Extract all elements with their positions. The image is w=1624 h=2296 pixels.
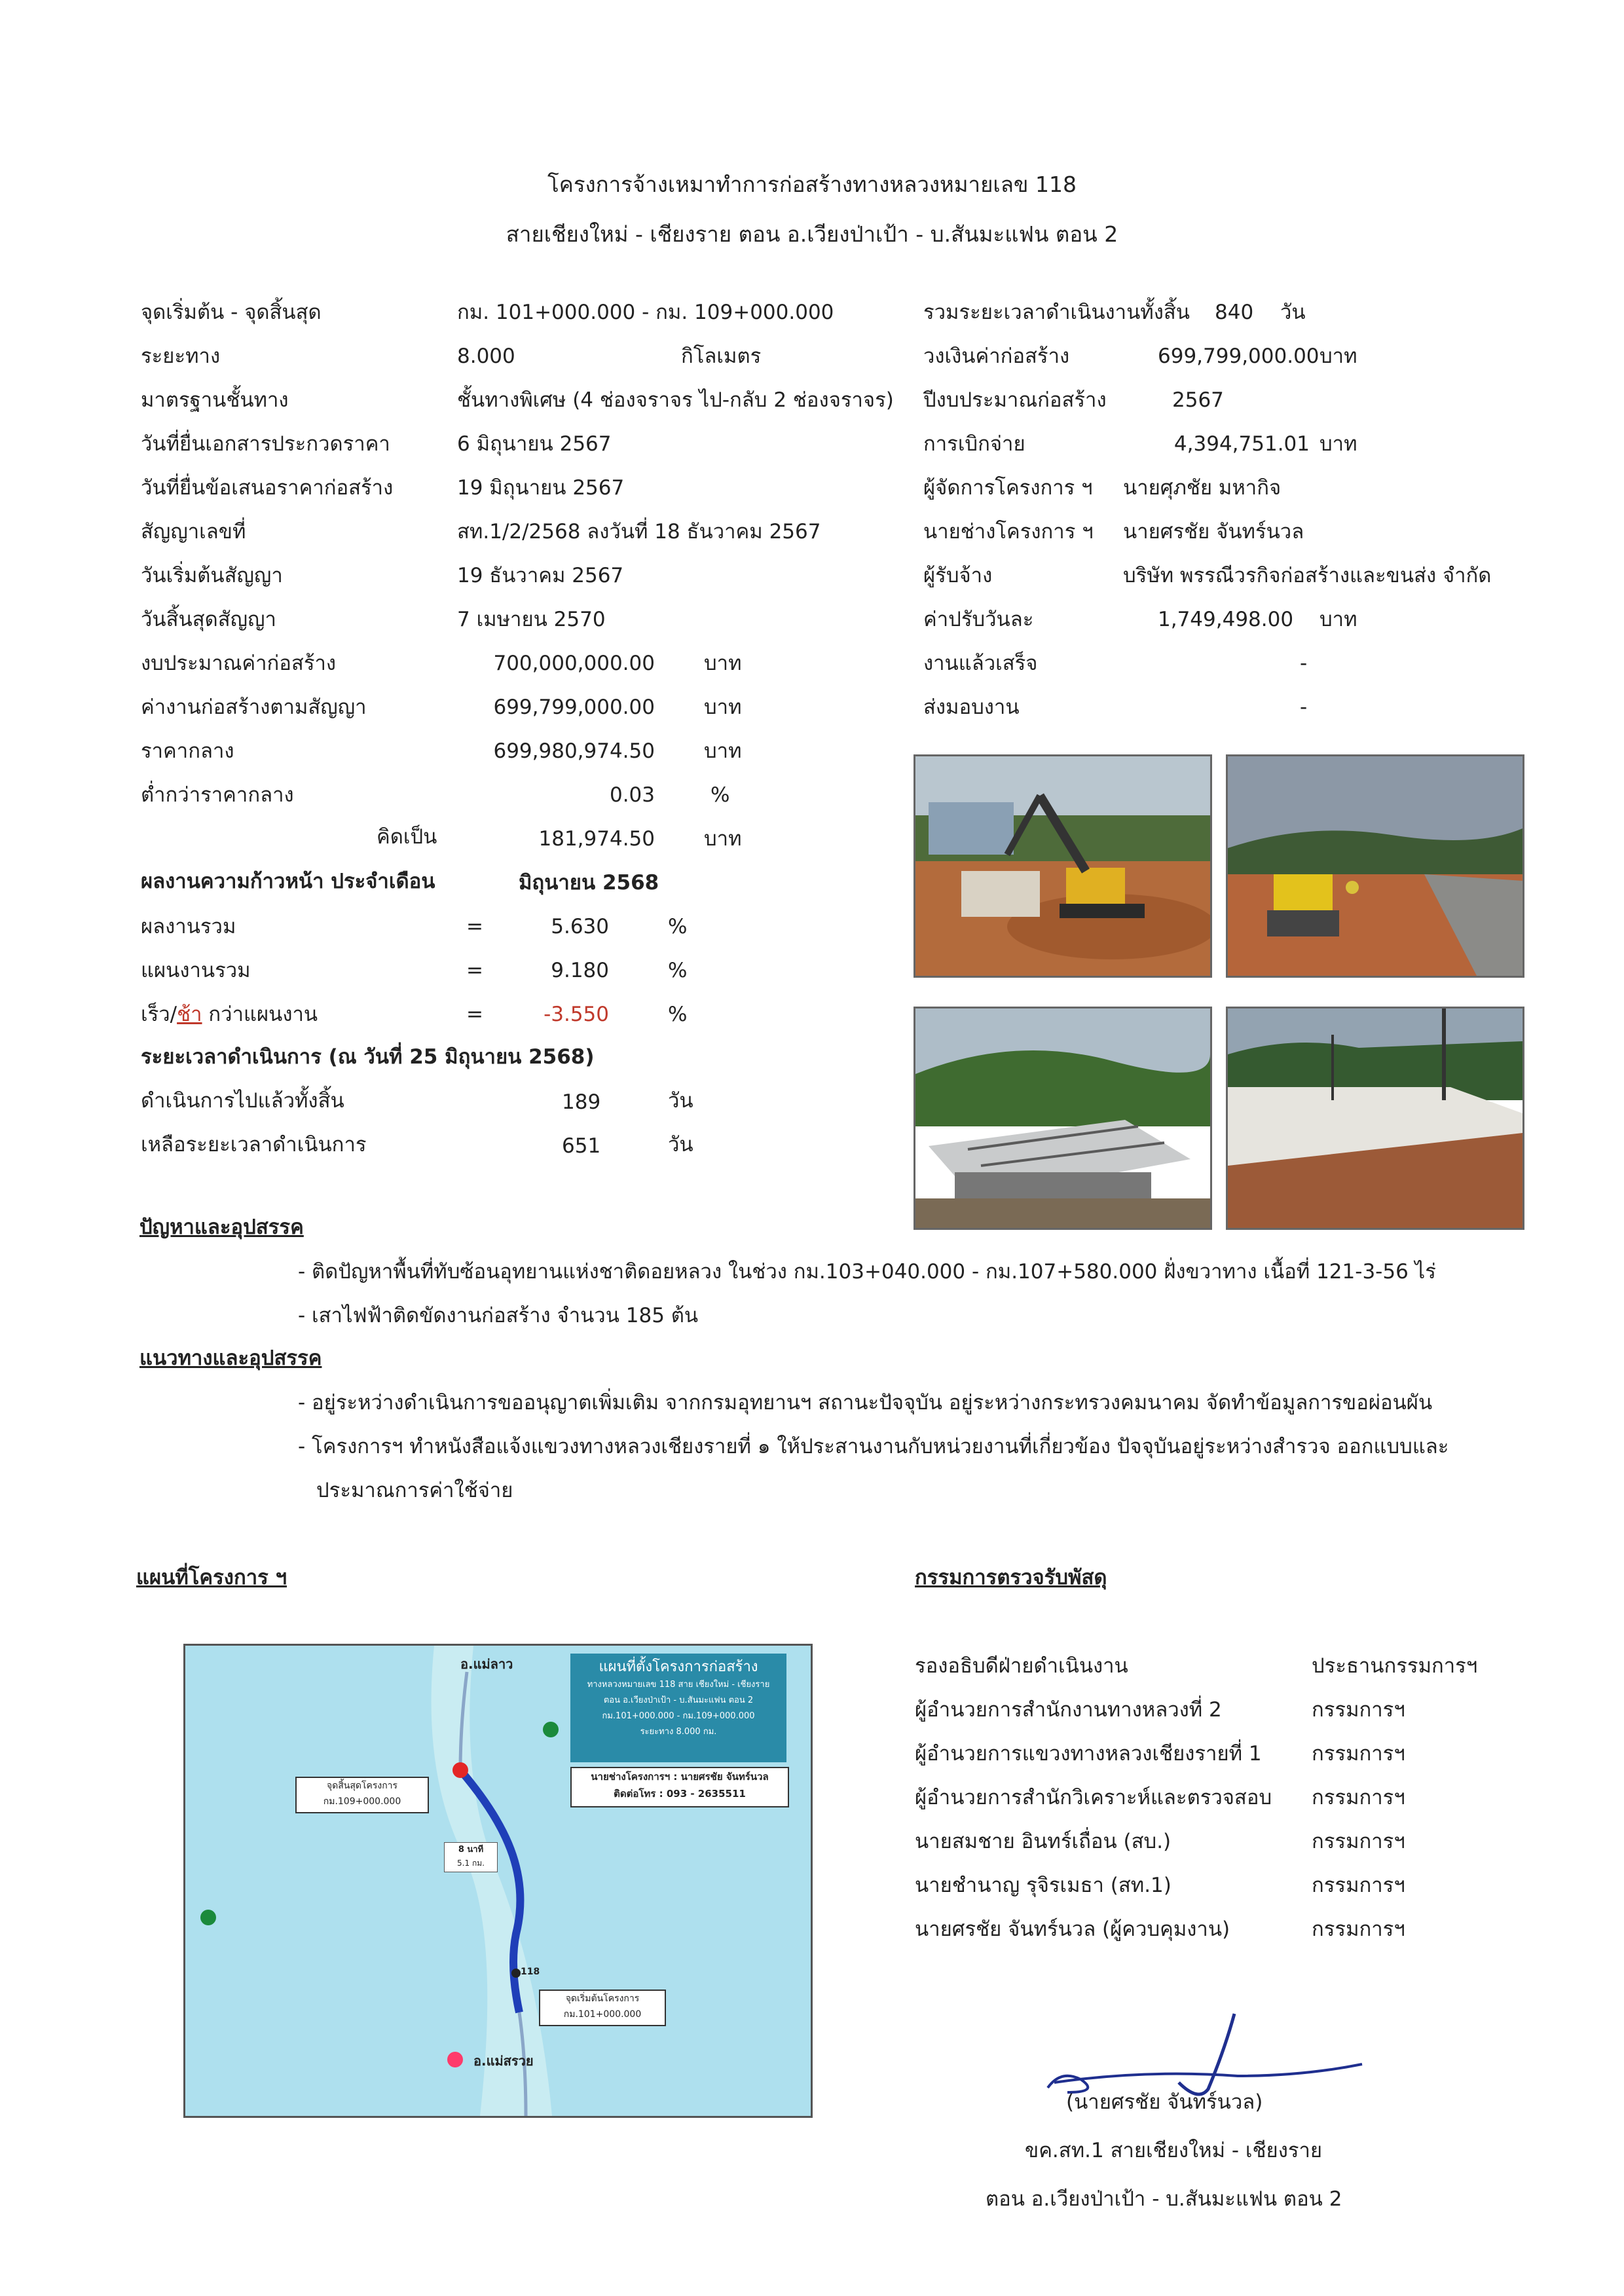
progress-label: ผลงานรวม: [141, 915, 236, 938]
info-label: รวมระยะเวลาดำเนินงานทั้งสิ้น: [923, 301, 1190, 324]
info-label: นายช่างโครงการ ฯ: [923, 520, 1094, 544]
project-map: [183, 1644, 813, 2118]
map-start-km: กม.101+000.000: [563, 2009, 642, 2020]
info-label: ปีงบประมาณก่อสร้าง: [923, 388, 1107, 412]
info-value: กม. 101+000.000 - กม. 109+000.000: [457, 301, 834, 324]
problem-item: - เสาไฟฟ้าติดขัดงานก่อสร้าง จำนวน 185 ต้น: [298, 1304, 699, 1327]
committee-role: กรรมการฯ: [1312, 1874, 1405, 1897]
info-value: 19 มิถุนายน 2567: [457, 476, 625, 500]
budget-value: 699,799,000.00: [493, 695, 655, 719]
committee-role: กรรมการฯ: [1312, 1786, 1405, 1809]
map-engineer-line: นายช่างโครงการฯ : นายศรชัย จันทร์นวล: [591, 1771, 769, 1783]
equivalent-label: คิดเป็น: [377, 825, 437, 849]
info-value: ชั้นทางพิเศษ (4 ช่องจราจร ไป-กลับ 2 ช่องจราจร): [457, 388, 894, 412]
info-unit: วัน: [1280, 301, 1306, 324]
map-travel-time: 8 นาที: [458, 1845, 484, 1855]
committee-member: ผู้อำนวยการแขวงทางหลวงเชียงรายที่ 1: [915, 1742, 1262, 1766]
title-line-1: โครงการจ้างเหมาทำการก่อสร้างทางหลวงหมายเลข 118: [547, 172, 1077, 197]
site-photo-excavator: [913, 754, 1212, 978]
info-value: 6 มิถุนายน 2567: [457, 432, 612, 456]
info-value: -: [1300, 695, 1308, 719]
info-label: ค่าปรับวันละ: [923, 608, 1034, 631]
solution-item: - อยู่ระหว่างดำเนินการขออนุญาตเพิ่มเติม จากกรมอุทยานฯ สถานะปัจจุบัน อยู่ระหว่างกระทรวงคมนาคม จัดทำข้อมูลการขอผ่อนผัน: [298, 1391, 1433, 1415]
committee-role: กรรมการฯ: [1312, 1742, 1405, 1766]
info-unit: บาท: [1320, 432, 1357, 456]
progress-eq: =: [466, 915, 483, 938]
progress-diff-label: [141, 1001, 318, 1028]
progress-unit: %: [668, 1003, 688, 1026]
info-value: 1,749,498.00: [1158, 608, 1294, 631]
map-south-label: อ.แม่สรวย: [473, 2053, 534, 2069]
info-label: วงเงินค่าก่อสร้าง: [923, 344, 1070, 368]
committee-role: กรรมการฯ: [1312, 1698, 1405, 1722]
info-value: นายศรชัย จันทร์นวล: [1123, 520, 1304, 544]
info-value: บริษัท พรรณีวรกิจก่อสร้างและขนส่ง จำกัด: [1123, 564, 1492, 587]
map-start-label: จุดเริ่มต้นโครงการ: [565, 1993, 640, 2004]
map-legend: [570, 1654, 786, 1762]
committee-member: นายชำนาญ รุจิรเมธา (สท.1): [915, 1874, 1172, 1897]
info-label: การเบิกจ่าย: [923, 432, 1025, 456]
info-value: 699,799,000.00: [1158, 344, 1320, 368]
budget-unit: บาท: [704, 739, 742, 763]
progress-eq: =: [466, 959, 483, 982]
committee-role: กรรมการฯ: [1312, 1917, 1405, 1941]
map-engineer-phone: ติดต่อโทร : 093 - 2635511: [614, 1788, 746, 1800]
info-unit: บาท: [1320, 344, 1357, 368]
map-travel-box: [444, 1842, 498, 1872]
map-legend-line: กม.101+000.000 - กม.109+000.000: [602, 1711, 755, 1721]
info-value: -: [1300, 652, 1308, 675]
budget-value: 699,980,974.50: [493, 739, 655, 763]
map-end-km: กม.109+000.000: [323, 1796, 401, 1807]
info-label: ระยะทาง: [141, 344, 221, 368]
info-label: จุดเริ่มต้น - จุดสิ้นสุด: [141, 301, 322, 324]
info-label: วันสิ้นสุดสัญญา: [141, 608, 276, 631]
duration-heading: ระยะเวลาดำเนินการ (ณ วันที่ 25 มิถุนายน 2568): [141, 1045, 595, 1069]
solutions-heading: แนวทางและอุปสรรค: [139, 1346, 322, 1370]
progress-label: แผนงานรวม: [141, 959, 251, 982]
budget-label: ต่ำกว่าราคากลาง: [141, 783, 294, 807]
equivalent-value: 181,974.50: [538, 827, 655, 851]
budget-unit: บาท: [704, 652, 742, 675]
info-label: มาตรฐานชั้นทาง: [141, 388, 289, 412]
info-label: สัญญาเลขที่: [141, 520, 246, 544]
duration-unit: วัน: [668, 1133, 693, 1157]
duration-unit: วัน: [668, 1089, 693, 1113]
info-value: สท.1/2/2568 ลงวันที่ 18 ธันวาคม 2567: [457, 520, 821, 544]
problem-item: - ติดปัญหาพื้นที่ทับซ้อนอุทยานแห่งชาติดอยหลวง ในช่วง กม.103+040.000 - กม.107+580.000 ฝั่งขวาทาง เนื้อที่ 121-3-56 ไร่: [298, 1260, 1436, 1284]
site-photo-culvert: [913, 1007, 1212, 1230]
map-engineer-box: [570, 1767, 789, 1807]
diff-rest: กว่าแผนงาน: [202, 1003, 318, 1026]
info-value: 7 เมษายน 2570: [457, 608, 606, 631]
budget-unit: บาท: [704, 695, 742, 719]
duration-value: 189: [562, 1090, 601, 1114]
budget-value: 0.03: [609, 783, 655, 807]
diff-fast: เร็ว/: [141, 1003, 177, 1026]
info-unit: กิโลเมตร: [681, 344, 762, 368]
info-value: 4,394,751.01: [1173, 432, 1310, 456]
map-legend-title: แผนที่ตั้งโครงการก่อสร้าง: [599, 1659, 758, 1675]
map-heading: แผนที่โครงการ ฯ: [136, 1566, 287, 1589]
map-end-label: จุดสิ้นสุดโครงการ: [326, 1781, 398, 1791]
map-north-label: อ.แม่ลาว: [460, 1656, 513, 1672]
committee-member: นายสมชาย อินทร์เถื่อน (สบ.): [915, 1830, 1172, 1853]
info-value: 840: [1215, 301, 1254, 324]
budget-label: งบประมาณค่าก่อสร้าง: [141, 652, 337, 675]
committee-member: รองอธิบดีฝ่ายดำเนินงาน: [915, 1654, 1128, 1678]
problems-heading: ปัญหาและอุปสรรค: [139, 1215, 304, 1239]
site-photo-roller: [1226, 754, 1524, 978]
progress-unit: %: [668, 959, 688, 982]
map-route-number: 118: [521, 1967, 540, 1977]
progress-unit: %: [668, 915, 688, 938]
info-label: ส่งมอบงาน: [923, 695, 1020, 719]
committee-role: กรรมการฯ: [1312, 1830, 1405, 1853]
budget-label: ราคากลาง: [141, 739, 234, 763]
map-start-point-box: [539, 1990, 666, 2026]
info-value: นายศุภชัย มหากิจ: [1123, 476, 1282, 500]
budget-unit: %: [710, 783, 730, 807]
info-label: งานแล้วเสร็จ: [923, 652, 1038, 675]
duration-value: 651: [562, 1134, 601, 1158]
info-unit: บาท: [1320, 608, 1357, 631]
signature-position: ตอน อ.เวียงป่าเป้า - บ.สันมะแฟน ตอน 2: [986, 2187, 1342, 2211]
progress-heading: ผลงานความก้าวหน้า ประจำเดือน: [141, 870, 435, 893]
info-label: วันเริ่มต้นสัญญา: [141, 564, 283, 587]
info-label: ผู้รับจ้าง: [923, 564, 993, 587]
solution-item: ประมาณการค่าใช้จ่าย: [316, 1479, 513, 1502]
map-legend-line: ตอน อ.เวียงป่าเป้า - บ.สันมะแฟน ตอน 2: [603, 1695, 754, 1705]
solution-item: - โครงการฯ ทำหนังสือแจ้งแขวงทางหลวงเชียงรายที่ ๑ ให้ประสานงานกับหน่วยงานที่เกี่ยวข้อง ปัจจุบันอยู่ระหว่างสำรวจ ออกแบบและ: [298, 1435, 1449, 1458]
map-legend-line: ระยะทาง 8.000 กม.: [640, 1727, 717, 1737]
budget-value: 700,000,000.00: [493, 652, 655, 675]
map-legend-line: ทางหลวงหมายเลข 118 สาย เชียงใหม่ - เชียงราย: [587, 1680, 770, 1690]
info-value: 8.000: [457, 344, 515, 368]
progress-month: มิถุนายน 2568: [519, 871, 659, 895]
progress-value: 9.180: [551, 959, 609, 982]
committee-member: ผู้อำนวยการสำนักงานทางหลวงที่ 2: [915, 1698, 1222, 1722]
signature-position: ขค.สท.1 สายเชียงใหม่ - เชียงราย: [1025, 2139, 1323, 2162]
map-travel-dist: 5.1 กม.: [457, 1859, 485, 1868]
progress-eq: =: [466, 1003, 483, 1026]
signature-name: (นายศรชัย จันทร์นวล): [1066, 2090, 1263, 2114]
map-end-point-box: [295, 1777, 429, 1813]
signature-mark: [1041, 2010, 1375, 2102]
info-label: ผู้จัดการโครงการ ฯ: [923, 476, 1093, 500]
duration-label: เหลือระยะเวลาดำเนินการ: [141, 1133, 367, 1157]
equivalent-unit: บาท: [704, 827, 742, 851]
info-label: วันที่ยื่นเอกสารประกวดราคา: [141, 432, 390, 456]
title-line-2: สายเชียงใหม่ - เชียงราย ตอน อ.เวียงป่าเป้า - บ.สันมะแฟน ตอน 2: [506, 221, 1118, 247]
budget-label: ค่างานก่อสร้างตามสัญญา: [141, 695, 367, 719]
duration-label: ดำเนินการไปแล้วทั้งสิ้น: [141, 1089, 344, 1113]
info-label: วันที่ยื่นข้อเสนอราคาก่อสร้าง: [141, 476, 394, 500]
progress-value: 5.630: [551, 915, 609, 938]
diff-slow: ช้า: [177, 1003, 202, 1026]
committee-member: ผู้อำนวยการสำนักวิเคราะห์และตรวจสอบ: [915, 1786, 1272, 1809]
site-photo-wall: [1226, 1007, 1524, 1230]
committee-heading: กรรมการตรวจรับพัสดุ: [915, 1566, 1107, 1589]
progress-diff-value: -3.550: [544, 1003, 609, 1026]
committee-role: ประธานกรรมการฯ: [1312, 1654, 1478, 1678]
info-value: 2567: [1172, 388, 1224, 412]
committee-member: นายศรชัย จันทร์นวล (ผู้ควบคุมงาน): [915, 1917, 1230, 1941]
info-value: 19 ธันวาคม 2567: [457, 564, 624, 587]
